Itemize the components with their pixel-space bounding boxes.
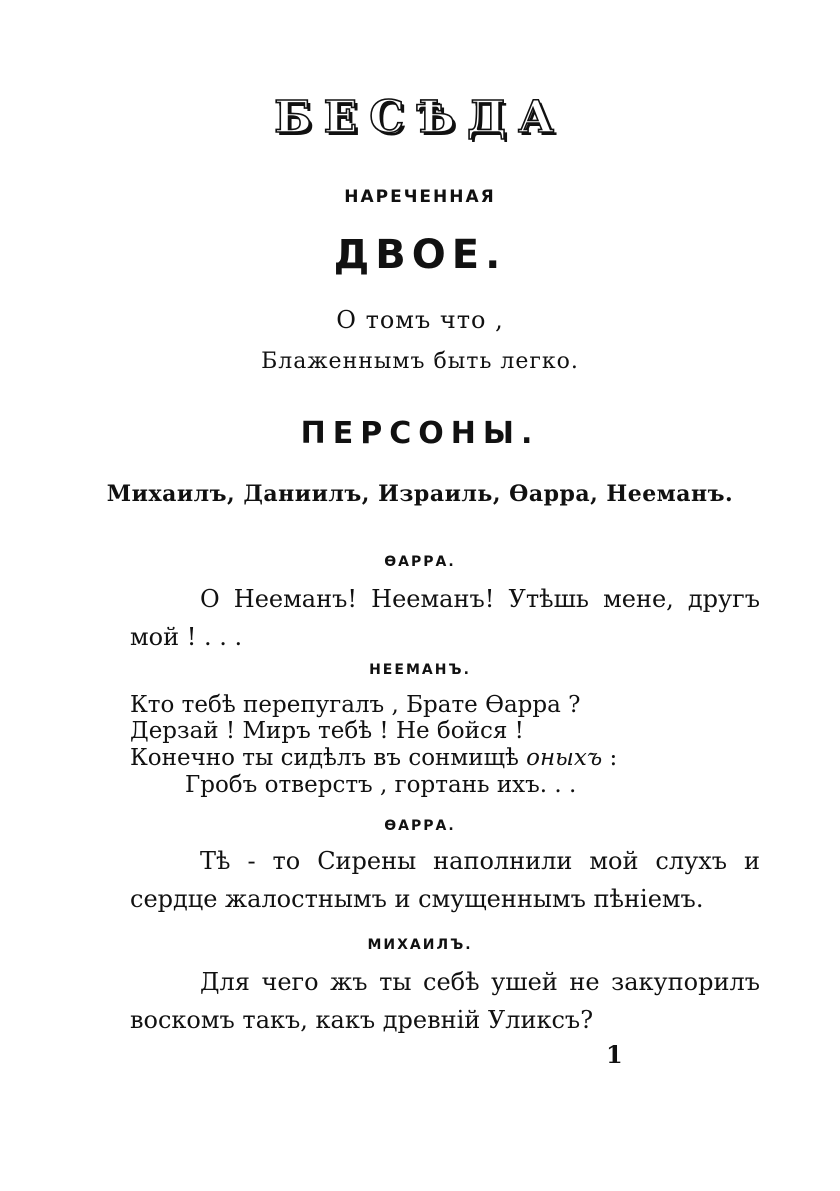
persons-list: Михаилъ, Даниилъ, Израиль, Ѳарра, Нееманъ.: [106, 481, 734, 507]
persons-heading: ПЕРСОНЫ.: [300, 416, 540, 451]
speaker-mikhail: МИХАИЛЪ.: [367, 937, 473, 953]
verse-line-4: Гробъ отверстъ , гортань ихъ. . .: [185, 772, 577, 798]
page-title: БЕСѢДА: [274, 92, 566, 143]
speech-farra-1: О Нееманъ! Нееманъ! Утѣшь мене, другъ мой ! . . .: [130, 585, 760, 651]
verse-line-3-italic: оныхъ: [526, 745, 603, 771]
verse-line-3-start: Конечно ты сидѣлъ въ сонмищѣ: [130, 745, 527, 771]
verse-line-1: Кто тебѣ перепугалъ , Брате Ѳарра ?: [130, 692, 581, 718]
speaker-farra-1: ѲАРРА.: [384, 554, 456, 570]
speaker-farra-2: ѲАРРА.: [384, 818, 456, 834]
subtitle-name: ДВОЕ.: [333, 232, 507, 278]
about-line-2: Блаженнымъ быть легко.: [261, 349, 579, 374]
verse-line-2: Дерзай ! Миръ тебѣ ! Не бойся !: [130, 718, 524, 744]
speech-farra-2: Тѣ - то Сирены наполнили мой слухъ и сердце жалостнымъ и смущеннымъ пѣніемъ.: [130, 847, 760, 913]
speaker-neeman: НЕЕМАНЪ.: [369, 662, 471, 678]
verse-line-3: [130, 745, 617, 771]
speech-mikhail: Для чего жъ ты себѣ ушей не закупорилъ воскомъ такъ, какъ древній Уликсъ?: [130, 968, 760, 1034]
page-number: 1: [606, 1040, 623, 1069]
about-line-1: О томъ что ,: [336, 306, 504, 334]
verse-line-3-end: :: [602, 745, 618, 771]
subtitle-named: НАРЕЧЕННАЯ: [344, 187, 496, 207]
